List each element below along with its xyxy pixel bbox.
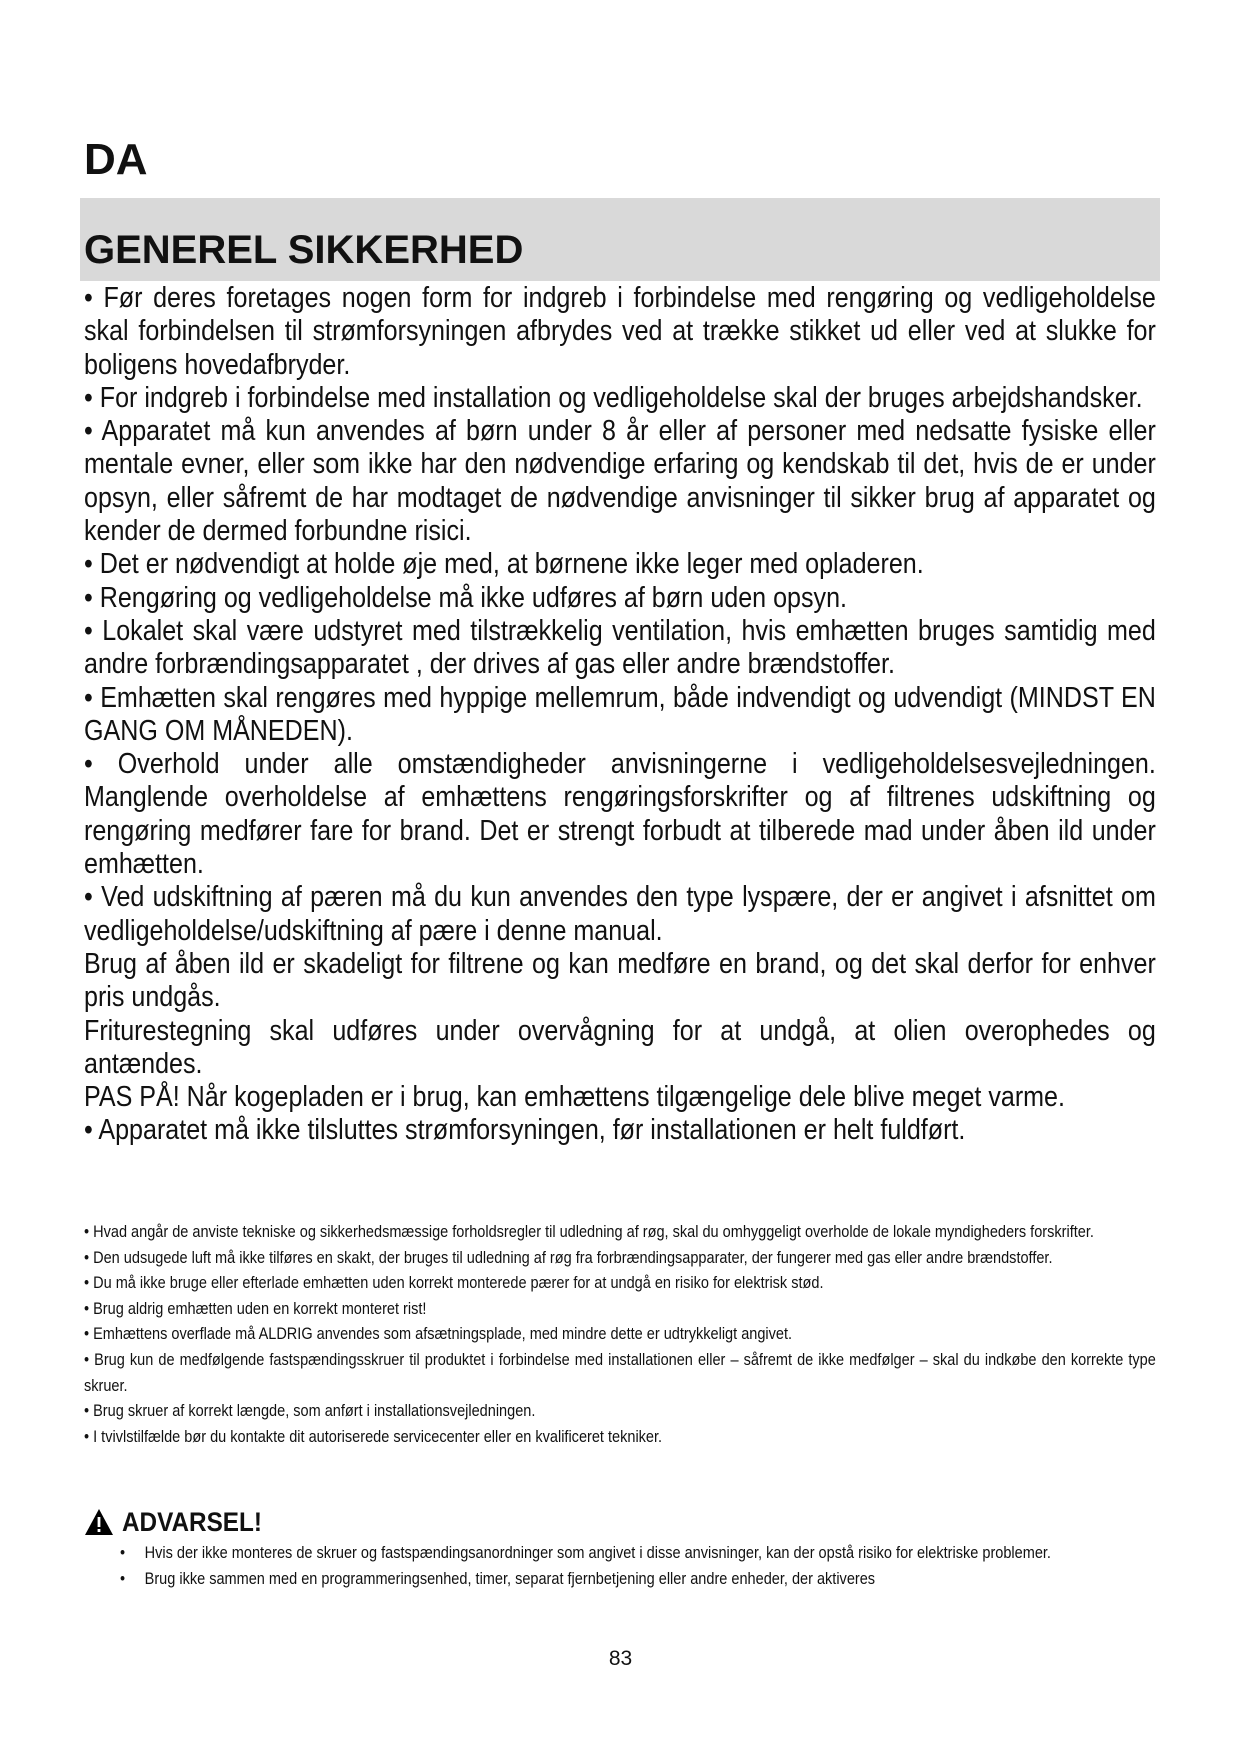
safety-paragraph: • Før deres foretages nogen form for indgreb i forbindelse med rengøring og vedligeholdelse skal forbindelsen til strømforsyningen afbrydes ved at trække stikket ud eller ved at slukke for boligens hovedafbryder. [84,282,1156,381]
warning-item: • Hvis der ikke monteres de skruer og fastspændingsanordninger som angivet i disse anvisninger, kan der opstå risiko for elektriske problemer. [120,1541,1161,1567]
small-paragraph: • Brug skruer af korrekt længde, som anført i installationsvejledningen. [84,1402,536,1421]
safety-paragraph: Brug af åben ild er skadeligt for filtrene og kan medføre en brand, og det skal derfor for enhver pris undgås. [84,947,1156,1014]
small-paragraph: • Brug aldrig emhætten uden en korrekt monteret rist! [84,1299,427,1318]
safety-paragraph: Friturestegning skal udføres under overvågning for at undgå, at olien overophedes og antændes. [84,1014,1156,1080]
safety-paragraph: • Ved udskiftning af pæren må du kun anvendes den type lyspære, der er angivet i afsnittet om vedligeholdelse/udskiftning af pære i denne manual. [84,881,1156,947]
warning-item: • Brug ikke sammen med en programmeringsenhed, timer, separat fjernbetjening eller andre enheder, der aktiveres [120,1567,1161,1593]
safety-paragraph: • For indgreb i forbindelse med installation og vedligeholdelse skal der bruges arbejdshandsker. [84,381,1143,414]
secondary-safety-text [84,1220,1156,1450]
safety-paragraph: • Det er nødvendigt at holde øje med, at børnene ikke leger med opladeren. [84,548,924,581]
small-paragraph: • Du må ikke bruge eller efterlade emhætten uden korrekt monterede pærer for at undgå en risiko for elektrisk stød. [84,1274,824,1293]
warning-title: ADVARSEL! [122,1506,262,1537]
page-number: 83 [608,1647,633,1670]
safety-paragraph: • Lokalet skal være udstyret med tilstrækkelig ventilation, hvis emhætten bruges samtidig med andre forbrændingsapparatet , der drives af gas eller andre brændstoffer. [84,614,1156,681]
small-paragraph: • Den udsugede luft må ikke tilføres en skakt, der bruges til udledning af røg fra forbrændingsapparater, der fungerer med gas eller andre brændstoffer. [84,1248,1053,1267]
small-paragraph: • I tvivlstilfælde bør du kontakte dit autoriserede servicecenter eller en kvalificeret tekniker. [84,1427,663,1446]
safety-paragraph: • Emhætten skal rengøres med hyppige mellemrum, både indvendigt og udvendigt (MINDST EN GANG OM MÅNEDEN). [84,681,1156,747]
safety-paragraph: • Apparatet må ikke tilsluttes strømforsyningen, før installationen er helt fuldført. [84,1114,966,1147]
safety-paragraph: PAS PÅ! Når kogepladen er i brug, kan emhættens tilgængelige dele blive meget varme. [84,1081,1065,1114]
small-paragraph: • Brug kun de medfølgende fastspændingsskruer til produktet i forbindelse med installationen eller – såfremt de ikke medfølger – skal du indkøbe den korrekte type skruer. [84,1350,1156,1395]
safety-paragraph: • Apparatet må kun anvendes af børn under 8 år eller af personer med nedsatte fysiske eller mentale evner, eller som ikke har den nødvendige erfaring og kendskab til det, hvis de er under opsyn, eller såfremt de har modtaget de nødvendige anvisninger til sikker brug af apparatet og kender de dermed forbundne risici. [84,415,1156,548]
safety-paragraph: • Overhold under alle omstændigheder anvisningerne i vedligeholdelsesvejledningen. Manglende overholdelse af emhættens rengøringsforskrifter og af filtrenes udskiftning og rengøring medfører fare for brand. Det er strengt forbudt at tilberede mad under åben ild under emhætten. [84,748,1156,881]
main-safety-text [84,282,1156,1148]
language-code: DA [84,135,148,184]
warning-heading [84,1506,278,1538]
small-paragraph: • Hvad angår de anviste tekniske og sikkerhedsmæssige forholdsregler til udledning af røg, skal du omhyggeligt overholde de lokale myndigheders forskrifter. [84,1223,1094,1241]
safety-paragraph: • Rengøring og vedligeholdelse må ikke udføres af børn uden opsyn. [84,581,848,614]
section-title: GENEREL SIKKERHED [84,228,524,272]
warning-triangle-icon [84,1508,114,1536]
small-paragraph: • Emhættens overflade må ALDRIG anvendes som afsætningsplade, med mindre dette er udtrykkeligt angivet. [84,1325,793,1344]
warning-list [120,1541,1161,1592]
